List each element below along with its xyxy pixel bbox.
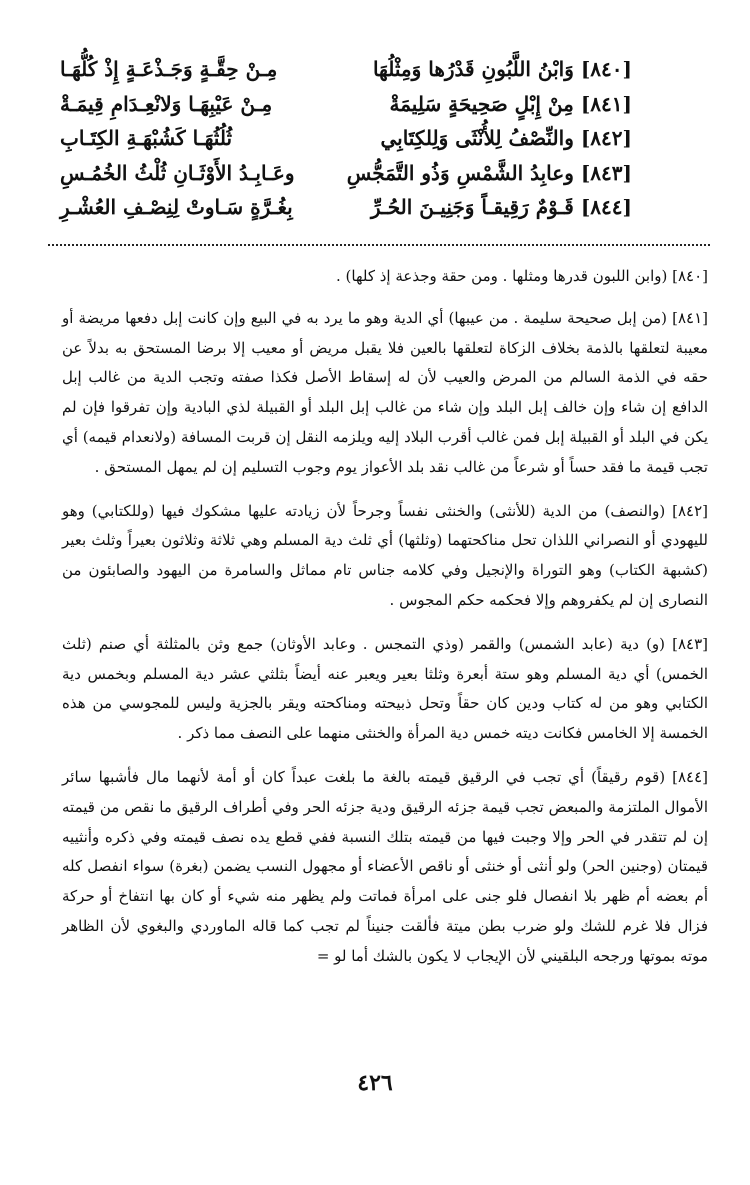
verse-line (60, 52, 632, 87)
commentary-paragraph: [٨٤٢] (والنصف) من الدية (للأنثى) والخنثى نفساً وجرحاً لأن زيادته عليها مشكوك فيها (وللكتابي) وهو لليهودي أو النصراني اللذان تحل مناكحتهما (وثلثها) أي ثلث دية المسلم وهي ثلاثة وثلاثون بعيراً وثلث بعير (كشبهة الكتاب) وهو التوراة والإنجيل وفي كلامه جناس تام مماثل والسامرة من اليهود والصابئون من النصارى إن لم يكفروهم وإلا فحكمه حكم المجوس . (62, 501, 708, 609)
verse-block (60, 52, 632, 232)
verse-line (60, 87, 632, 122)
verse-line (60, 190, 632, 225)
verse-second-hemistich: مِـنْ حِقَّـةٍ وَجَـذْعَـةٍ إِذْ كُلُّهَـا (60, 57, 278, 82)
verse-text: وعابِدُ الشَّمْسِ وَذُو التَّمَجُّسِ (346, 160, 574, 185)
verse-number: [٨٤٤] (580, 195, 632, 220)
verse-line (60, 156, 632, 191)
verse-first-hemistich (362, 92, 632, 116)
verse-number: [٨٤٣] (580, 160, 632, 185)
verse-number: [٨٤١] (580, 91, 632, 116)
verse-text: مِنْ إِبْلٍ صَحِيحَةٍ سَلِيمَةْ (389, 91, 574, 116)
verse-first-hemistich (362, 126, 632, 150)
verse-text: قَـوْمٌ رَقِيقـاً وَجَنِيـنَ الحُـرِّ (370, 195, 574, 220)
verse-first-hemistich (346, 160, 632, 185)
commentary-paragraph: [٨٤٠] (وابن اللبون قدرها ومثلها . ومن حقة وجذعة إذ كلها) . (335, 267, 708, 285)
verse-first-hemistich (362, 57, 632, 81)
verse-second-hemistich: وعَـابِـدُ الأَوْثَـانِ ثُلْثُ الخُمُـسِ (60, 160, 295, 185)
commentary-paragraph: [٨٤٣] (و) دية (عابد الشمس) والقمر (وذي التمجس . وعابد الأوثان) جمع وثن بالمثلثة أي صنم (ثلث الخمس) أي دية المسلم وهو ستة أبعرة وثلثا بعير ويعبر عنه أيضاً بثلثي عشر دية المسلم وبخمس دية الكتابي وهو من له كتاب ودين كان حقاً وتحل ذبيحته ومناكحته ويقر بالجزية وليس للمجوسي من هذه الخمسة إلا الخامس فكانت ديته خمس دية المرأة والخنثى منهما على النصف مما ذكر . (62, 634, 708, 743)
dotted-divider (48, 244, 710, 246)
verse-number: [٨٤٠] (580, 57, 632, 82)
verse-second-hemistich: بِغُـرَّةٍ سَـاوتْ لِنِصْـفِ العُشْـرِ (60, 195, 293, 220)
commentary-body (62, 258, 708, 982)
verse-text: والنِّصْفُ لِلأُنْثَى وَلِلكِتَابِي (380, 126, 574, 151)
verse-second-hemistich: ثُلُثُهَـا كَشُبْهَـةِ الكِتَـابِ (60, 126, 233, 151)
verse-second-hemistich: مِـنْ عَيْبِهَـا وَلانْعِـدَامِ قِيمَـةْ (60, 91, 273, 116)
commentary-paragraph: [٨٤٤] (قوم رقيقاً) أي تجب في الرقيق قيمته بالغة ما بلغت عبداً كان أو أمة لأنهما مال فأشبها سائر الأموال الملتزمة والمبعض تجب قيمة جزئه الرقيق ودية جزئه الحر وفي أطراف الرقيق ما نقص من قيمته إن لم تتقدر في الحر وإلا وجبت فيها من قيمته بتلك النسبة ففي قطع يده نصف قيمته وفي ذكره وأنثييه قيمتان (وجنين الحر) ولو أنثى أو خنثى أو ناقص الأعضاء أو مجهول النسب يضمن (بغرة) سواء انفصل كله أم بعضه أم ظهر بلا انفصال فلو جنى على امرأة فماتت ولم يظهر منه شيء أو كان بها انتفاخ أو حركة فزال فلا غرم للشك ولو ضرب بطن ميتة فألقت جنيناً لم تجب كما قاله الماوردي والبغوي لأن الظاهر موته بموتها ورجحه البلقيني لأن الإيجاب لا يكون بالشك أما لو = (62, 767, 708, 965)
verse-line (60, 121, 632, 156)
verse-text: وَابْنُ اللَّبُونِ قَدْرُها وَمِثْلُهَا (372, 57, 574, 82)
verse-number: [٨٤٢] (580, 126, 632, 151)
verse-first-hemistich (362, 195, 632, 219)
commentary-paragraph: [٨٤١] (من إبل صحيحة سليمة . من عيبها) أي الدية وهو ما يرد به في البيع وإن كانت إبل دفعها مريضة أو معيبة لتعلقها بالذمة بخلاف الزكاة لتعلقها بالعين فلا يقبل مريض أو معيب إلا برضا المستحق به بدلاً عن حقه في الذمة السالم من المرض والعيب لأن له إسقاط الأصل فكذا صفته وتجب الدية من غالب إبل الدافع إن شاء وإن خالف إبل البلد وإن شاء من غالب إبل البلد أو القبيلة لذي البادية وإن تفرقوا فإن لم يكن في البلد أو القبيلة إبل فمن غالب أقرب البلاد إليه ويلزمه النقل إن قربت المسافة (ولانعدام قيمه) أي تجب قيمة ما فقد حساً أو شرعاً من غالب نقد بلد الأعواز يوم وجوب التسليم إن لم يمهل المستحق . (62, 308, 708, 476)
page-number: ٤٢٦ (357, 1070, 393, 1096)
